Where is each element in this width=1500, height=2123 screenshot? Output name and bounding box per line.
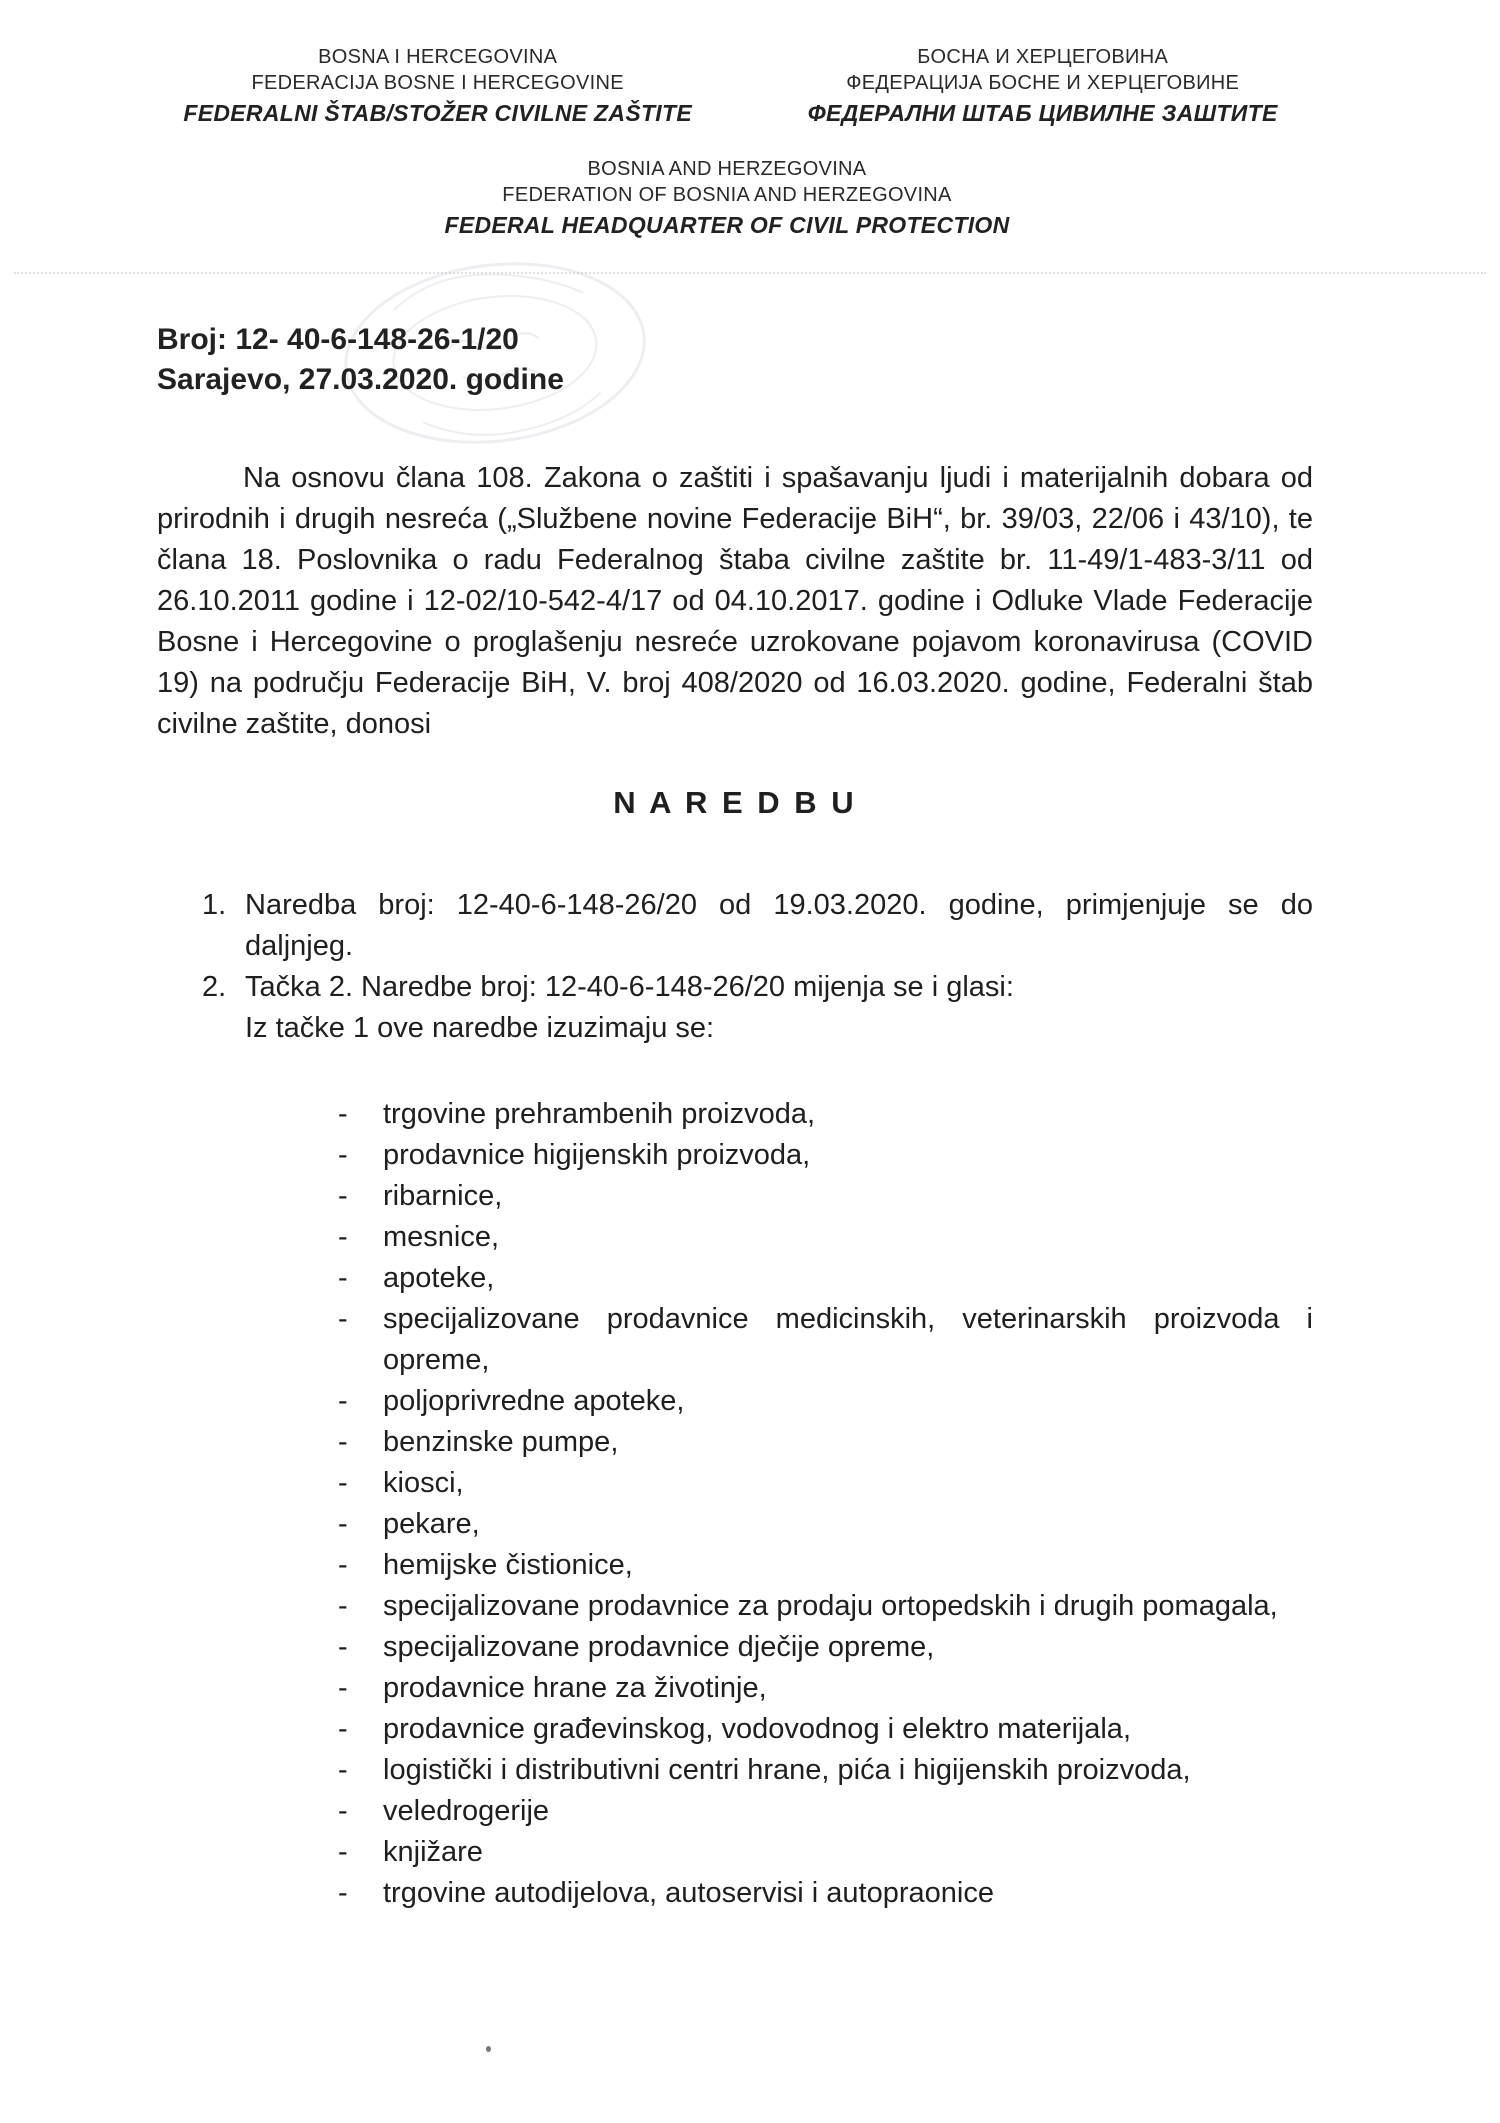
ordered-item-2-text: Tačka 2. Naredbe broj: 12-40-6-148-26/20 mijenja se i glasi: xyxy=(245,971,1014,1003)
ordered-item-1-number: 1. xyxy=(202,889,227,921)
ordered-item-1-text: Naredba broj: 12-40-6-148-26/20 od 19.03.2020. godine, primjenjuje se do daljnjeg. xyxy=(245,889,1313,962)
intro-paragraph: Na osnovu člana 108. Zakona o zaštiti i spašavanju ljudi i materijalnih dobara od prirodnih i drugih nesreća („Službene novine Federacije BiH“, br. 39/03, 22/06 i 43/10), te člana 18. Poslovnika o radu Federalnog štaba civilne zaštite br. 11-49/1-483-3/11 od 26.10.2011 godine i 12-02/10-542-4/17 od 04.10.2017. godine i Odluke Vlade Federacije Bosne i Hercegovine o proglašenju nesreće uzrokovane pojavom koronavirusa (COVID 19) na području Federacije BiH, V. broj 408/2020 od 16.03.2020. godine, Federalni štab civilne zaštite, donosi xyxy=(157,462,1313,740)
letterhead-cyrillic-line3: ФЕДЕРАЛНИ ШТАБ ЦИВИЛНЕ ЗАШТИТЕ xyxy=(807,100,1278,126)
scan-divider-line xyxy=(14,272,1486,274)
list-item xyxy=(338,1709,1313,1750)
list-item xyxy=(338,1791,1313,1832)
ordered-item-2-subtext: Iz tačke 1 ove naredbe izuzimaju se: xyxy=(245,1012,715,1044)
list-item xyxy=(338,1873,1313,1914)
letterhead-cyrillic-line2: ФЕДЕРАЦИЈА БОСНЕ И ХЕРЦЕГОВИНЕ xyxy=(846,72,1240,94)
list-item xyxy=(338,1627,1313,1668)
dash-bullet: - xyxy=(338,1754,348,1786)
list-item xyxy=(338,1094,1313,1135)
list-item-text: prodavnice hrane za životinje, xyxy=(383,1672,767,1704)
dash-bullet: - xyxy=(338,1836,348,1868)
list-item xyxy=(338,1381,1313,1422)
list-item xyxy=(338,1135,1313,1176)
list-item-text: veledrogerije xyxy=(383,1795,550,1827)
list-item xyxy=(338,1217,1313,1258)
dash-bullet: - xyxy=(338,1385,348,1417)
dash-bullet: - xyxy=(338,1795,348,1827)
list-item xyxy=(338,1832,1313,1873)
ordered-list xyxy=(202,885,1313,1049)
list-item-text: trgovine autodijelova, autoservisi i autopraonice xyxy=(383,1877,994,1909)
dash-bullet: - xyxy=(338,1467,348,1499)
list-item-text: specijalizovane prodavnice medicinskih, veterinarskih proizvoda i opreme, xyxy=(383,1303,1313,1376)
dash-bullet: - xyxy=(338,1221,348,1253)
dash-bullet: - xyxy=(338,1631,348,1663)
list-item xyxy=(338,1463,1313,1504)
dash-bullet: - xyxy=(338,1262,348,1294)
ordered-item-2-text-wrap xyxy=(245,967,1313,1049)
list-item-text: specijalizovane prodavnice dječije opreme, xyxy=(383,1631,935,1663)
letterhead-english-line2: FEDERATION OF BOSNIA AND HERZEGOVINA xyxy=(502,184,952,206)
list-item-text: trgovine prehrambenih proizvoda, xyxy=(383,1098,816,1130)
letterhead-cyrillic xyxy=(735,44,1350,128)
letterhead-latin-line2: FEDERACIJA BOSNE I HERCEGOVINE xyxy=(251,72,624,94)
dash-bullet: - xyxy=(338,1877,348,1909)
list-item xyxy=(338,1422,1313,1463)
list-item xyxy=(338,1258,1313,1299)
list-item-text: ribarnice, xyxy=(383,1180,503,1212)
list-item xyxy=(338,1545,1313,1586)
list-item xyxy=(338,1586,1313,1627)
letterhead-latin-line1: BOSNA I HERCEGOVINA xyxy=(318,46,558,68)
ordered-item-1 xyxy=(202,885,1313,967)
letterhead-latin xyxy=(140,44,735,128)
exemption-list xyxy=(338,1094,1313,1914)
letterhead-cyrillic-line1: БОСНА И ХЕРЦЕГОВИНА xyxy=(917,46,1169,68)
letterhead-latin-line3: FEDERALNI ŠTAB/STOŽER CIVILNE ZAŠTITE xyxy=(183,100,692,126)
dash-bullet: - xyxy=(338,1590,348,1622)
list-item-text: hemijske čistionice, xyxy=(383,1549,633,1581)
dash-bullet: - xyxy=(338,1180,348,1212)
order-title: N A R E D B U xyxy=(613,785,857,820)
list-item-text: logistički i distributivni centri hrane, pića i higijenskih proizvoda, xyxy=(383,1754,1191,1786)
list-item-text: prodavnice higijenskih proizvoda, xyxy=(383,1139,811,1171)
list-item-text: poljoprivredne apoteke, xyxy=(383,1385,685,1417)
letterhead-english-line1: BOSNIA AND HERZEGOVINA xyxy=(587,158,867,180)
dash-bullet: - xyxy=(338,1713,348,1745)
list-item-text: specijalizovane prodavnice za prodaju ortopedskih i drugih pomagala, xyxy=(383,1590,1278,1622)
document-body xyxy=(0,320,1500,1914)
letterhead-english-line3: FEDERAL HEADQUARTER OF CIVIL PROTECTION xyxy=(444,212,1010,238)
ordered-item-2 xyxy=(202,967,1313,1049)
dash-bullet: - xyxy=(338,1672,348,1704)
list-item-text: benzinske pumpe, xyxy=(383,1426,619,1458)
list-item-text: mesnice, xyxy=(383,1221,500,1253)
list-item xyxy=(338,1299,1313,1381)
list-item xyxy=(338,1750,1313,1791)
letterhead xyxy=(0,0,1500,128)
dash-bullet: - xyxy=(338,1303,348,1335)
dash-bullet: - xyxy=(338,1508,348,1540)
letterhead-english xyxy=(0,156,1477,240)
dash-bullet: - xyxy=(338,1549,348,1581)
list-item xyxy=(338,1668,1313,1709)
document-meta xyxy=(157,320,1313,400)
document-number: Broj: 12- 40-6-148-26-1/20 xyxy=(157,323,519,356)
list-item xyxy=(338,1176,1313,1217)
dash-bullet: - xyxy=(338,1426,348,1458)
list-item xyxy=(338,1504,1313,1545)
document-place-date: Sarajevo, 27.03.2020. godine xyxy=(157,363,564,396)
list-item-text: pekare, xyxy=(383,1508,480,1540)
scan-speck xyxy=(486,2046,491,2052)
list-item-text: apoteke, xyxy=(383,1262,495,1294)
dash-bullet: - xyxy=(338,1139,348,1171)
ordered-item-1-text-wrap xyxy=(245,885,1313,967)
list-item-text: kiosci, xyxy=(383,1467,464,1499)
list-item-text: knjižare xyxy=(383,1836,483,1868)
list-item-text: prodavnice građevinskog, vodovodnog i elektro materijala, xyxy=(383,1713,1131,1745)
dash-bullet: - xyxy=(338,1098,348,1130)
ordered-item-2-number: 2. xyxy=(202,971,227,1003)
